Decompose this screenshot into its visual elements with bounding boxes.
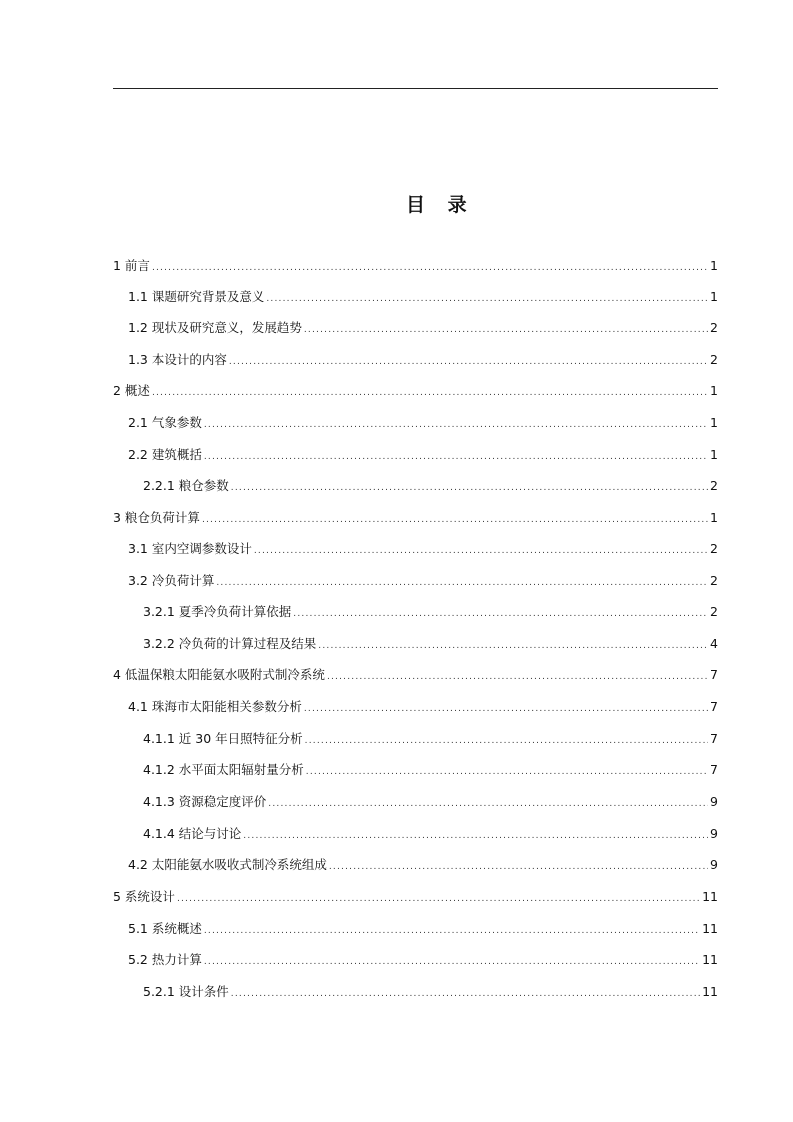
toc-entry[interactable]	[113, 667, 718, 683]
toc-entry-page: 9	[710, 794, 718, 809]
toc-entry-page: 1	[710, 415, 718, 430]
toc-leader	[152, 385, 708, 401]
toc-entry-page: 2	[710, 478, 718, 493]
toc-leader	[293, 606, 708, 622]
toc-entry-page: 2	[710, 352, 718, 367]
toc-entry-label: 2 概述	[113, 383, 150, 398]
toc-entry-label: 3.1 室内空调参数设计	[128, 541, 252, 556]
toc-entry-page: 1	[710, 447, 718, 462]
toc-entry-label: 4 低温保粮太阳能氨水吸附式制冷系统	[113, 667, 325, 682]
toc-entry-label: 2.2.1 粮仓参数	[143, 478, 229, 493]
toc-leader	[231, 480, 708, 496]
toc-entry-label: 4.1 珠海市太阳能相关参数分析	[128, 699, 302, 714]
toc-entry-label: 3.2 冷负荷计算	[128, 573, 215, 588]
toc-entry[interactable]	[143, 478, 718, 494]
toc-entry[interactable]	[128, 289, 718, 305]
toc-entry[interactable]	[113, 889, 718, 905]
toc-leader	[304, 322, 708, 338]
toc-entry-label: 4.1.3 资源稳定度评价	[143, 794, 267, 809]
toc-entry-page: 1	[710, 289, 718, 304]
toc-entry[interactable]	[128, 857, 718, 873]
toc-leader	[254, 543, 708, 559]
toc-leader	[329, 859, 708, 875]
toc-entry-page: 2	[710, 320, 718, 335]
toc-entry[interactable]	[128, 541, 718, 557]
toc-entry-page: 1	[710, 383, 718, 398]
toc-entry[interactable]	[128, 447, 718, 463]
toc-entry[interactable]	[143, 826, 718, 842]
toc-leader	[216, 575, 708, 591]
toc-entry[interactable]	[113, 383, 718, 399]
toc-entry-label: 1.2 现状及研究意义，发展趋势	[128, 320, 302, 335]
toc-entry[interactable]	[143, 636, 718, 652]
toc-entry[interactable]	[143, 731, 718, 747]
toc-entry-label: 2.1 气象参数	[128, 415, 202, 430]
toc-entry-page: 7	[710, 731, 718, 746]
toc-entry-label: 4.1.4 结论与讨论	[143, 826, 242, 841]
toc-entry-page: 7	[710, 667, 718, 682]
toc-entry[interactable]	[128, 415, 718, 431]
toc-entry-label: 3.2.1 夏季冷负荷计算依据	[143, 604, 292, 619]
toc-leader	[327, 669, 708, 685]
toc-entry-page: 1	[710, 510, 718, 525]
toc-entry-page: 7	[710, 699, 718, 714]
toc-entry-page: 9	[710, 857, 718, 872]
toc-leader	[229, 354, 708, 370]
toc-entry-page: 2	[710, 541, 718, 556]
toc-entry[interactable]	[143, 794, 718, 810]
toc-entry[interactable]	[128, 573, 718, 589]
toc-entry[interactable]	[113, 258, 718, 274]
toc-entry-label: 3 粮仓负荷计算	[113, 510, 200, 525]
toc-entry[interactable]	[128, 320, 718, 336]
toc-entry[interactable]	[143, 762, 718, 778]
toc-leader	[266, 291, 708, 307]
toc-entry[interactable]	[128, 699, 718, 715]
toc-leader	[306, 764, 708, 780]
toc-entry[interactable]	[113, 510, 718, 526]
toc-leader	[305, 733, 708, 749]
toc-entry-label: 1.3 本设计的内容	[128, 352, 227, 367]
toc-entry-label: 4.1.2 水平面太阳辐射量分析	[143, 762, 304, 777]
toc-leader	[177, 891, 700, 907]
toc-entry-page: 2	[710, 604, 718, 619]
toc-entry[interactable]	[128, 921, 718, 937]
toc-leader	[304, 701, 708, 717]
toc-leader	[204, 923, 700, 939]
toc-entry[interactable]	[143, 984, 718, 1000]
toc-entry-label: 5 系统设计	[113, 889, 175, 904]
toc-entry-page: 1	[710, 258, 718, 273]
toc-entry-page: 7	[710, 762, 718, 777]
toc-entry-page: 4	[710, 636, 718, 651]
toc-leader	[202, 512, 708, 528]
toc-leader	[268, 796, 708, 812]
toc-leader	[243, 828, 708, 844]
toc-entry-page: 9	[710, 826, 718, 841]
toc-entry[interactable]	[128, 952, 718, 968]
toc-entry-label: 1.1 课题研究背景及意义	[128, 289, 265, 304]
toc-entry-label: 5.2.1 设计条件	[143, 984, 229, 999]
toc-title: 目 录	[406, 194, 475, 216]
toc-entry-label: 3.2.2 冷负荷的计算过程及结果	[143, 636, 317, 651]
toc-leader	[204, 449, 708, 465]
toc-leader	[318, 638, 708, 654]
toc-leader	[231, 986, 700, 1002]
toc-entry[interactable]	[128, 352, 718, 368]
toc-entry-page: 2	[710, 573, 718, 588]
toc-entry-label: 4.1.1 近 30 年日照特征分析	[143, 731, 303, 746]
toc-entry-label: 2.2 建筑概括	[128, 447, 202, 462]
toc-entry-page: 11	[702, 984, 718, 999]
toc-entry-label: 5.2 热力计算	[128, 952, 202, 967]
toc-leader	[204, 954, 700, 970]
toc-entry-label: 1 前言	[113, 258, 150, 273]
toc-leader	[204, 417, 708, 433]
toc-entry-label: 4.2 太阳能氨水吸收式制冷系统组成	[128, 857, 327, 872]
toc-entry-page: 11	[702, 921, 718, 936]
toc-entry-page: 11	[702, 952, 718, 967]
toc-entry[interactable]	[143, 604, 718, 620]
toc-entry-label: 5.1 系统概述	[128, 921, 202, 936]
toc-entry-page: 11	[702, 889, 718, 904]
toc-leader	[152, 260, 708, 276]
